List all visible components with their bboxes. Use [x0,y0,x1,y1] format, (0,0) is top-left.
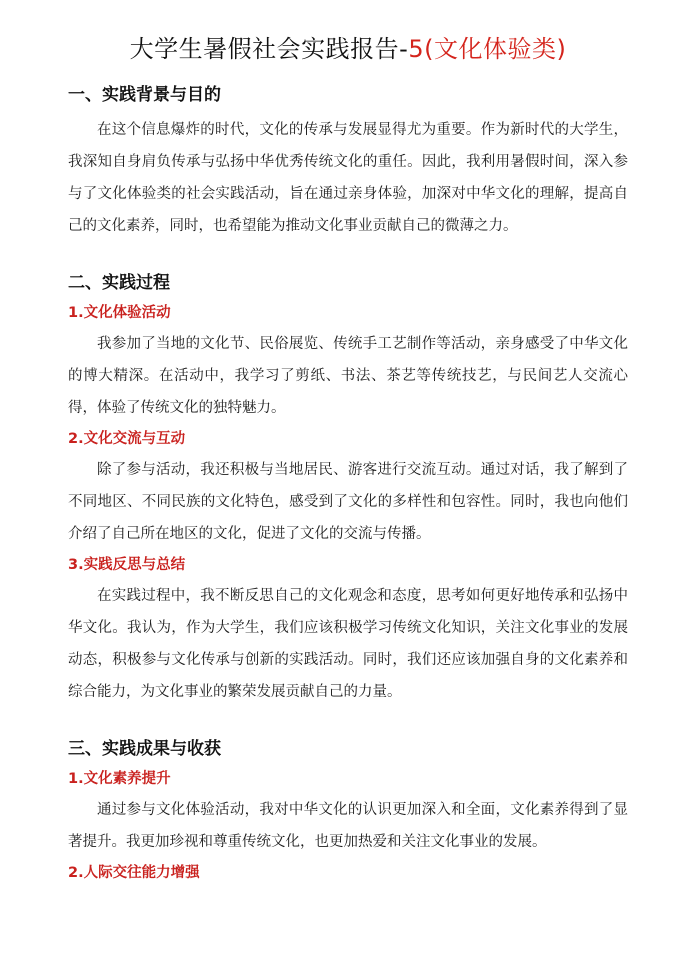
section-heading: 一、实践背景与目的 [68,85,221,105]
title-main: 大学生暑假社会实践报告- [129,35,409,63]
paragraph: 通过参与文化体验活动，我对中华文化的认识更加深入和全面，文化素养得到了显著提升。我更加珍视和尊重传统文化，也更加热爱和关注文化事业的发展。 [68,802,628,850]
paragraph: 我参加了当地的文化节、民俗展览、传统手工艺制作等活动，亲身感受了中华文化的博大精深。在活动中，我学习了剪纸、书法、茶艺等传统技艺，与民间艺人交流心得，体验了传统文化的独特魅力。 [68,336,628,416]
section-process [68,270,628,708]
page-title [68,32,628,66]
section-heading: 二、实践过程 [68,273,170,293]
paragraph: 除了参与活动，我还积极与当地居民、游客进行交流互动。通过对话，我了解到了不同地区、不同民族的文化特色，感受到了文化的多样性和包容性。同时，我也向他们介绍了自己所在地区的文化，促进了文化的交流与传播。 [68,462,628,542]
subsection-heading: 2.人际交往能力增强 [68,865,200,881]
section-results [68,736,628,884]
section-heading: 三、实践成果与收获 [68,739,221,759]
subsection-heading: 1.文化体验活动 [68,305,171,321]
subsection-heading: 3.实践反思与总结 [68,557,186,573]
subsection-heading: 1.文化素养提升 [68,771,171,787]
subsection-heading: 2.文化交流与互动 [68,431,186,447]
paragraph: 在实践过程中，我不断反思自己的文化观念和态度，思考如何更好地传承和弘扬中华文化。我认为，作为大学生，我们应该积极学习传统文化知识，关注文化事业的发展动态，积极参与文化传承与创新的实践活动。同时，我们还应该加强自身的文化素养和综合能力，为文化事业的繁荣发展贡献自己的力量。 [68,588,628,700]
section-background [68,82,628,242]
paragraph: 在这个信息爆炸的时代，文化的传承与发展显得尤为重要。作为新时代的大学生，我深知自身肩负传承与弘扬中华优秀传统文化的重任。因此，我利用暑假时间，深入参与了文化体验类的社会实践活动，旨在通过亲身体验，加深对中华文化的理解，提高自己的文化素养，同时，也希望能为推动文化事业贡献自己的微薄之力。 [68,122,628,234]
title-highlight: 5(文化体验类) [408,35,567,63]
